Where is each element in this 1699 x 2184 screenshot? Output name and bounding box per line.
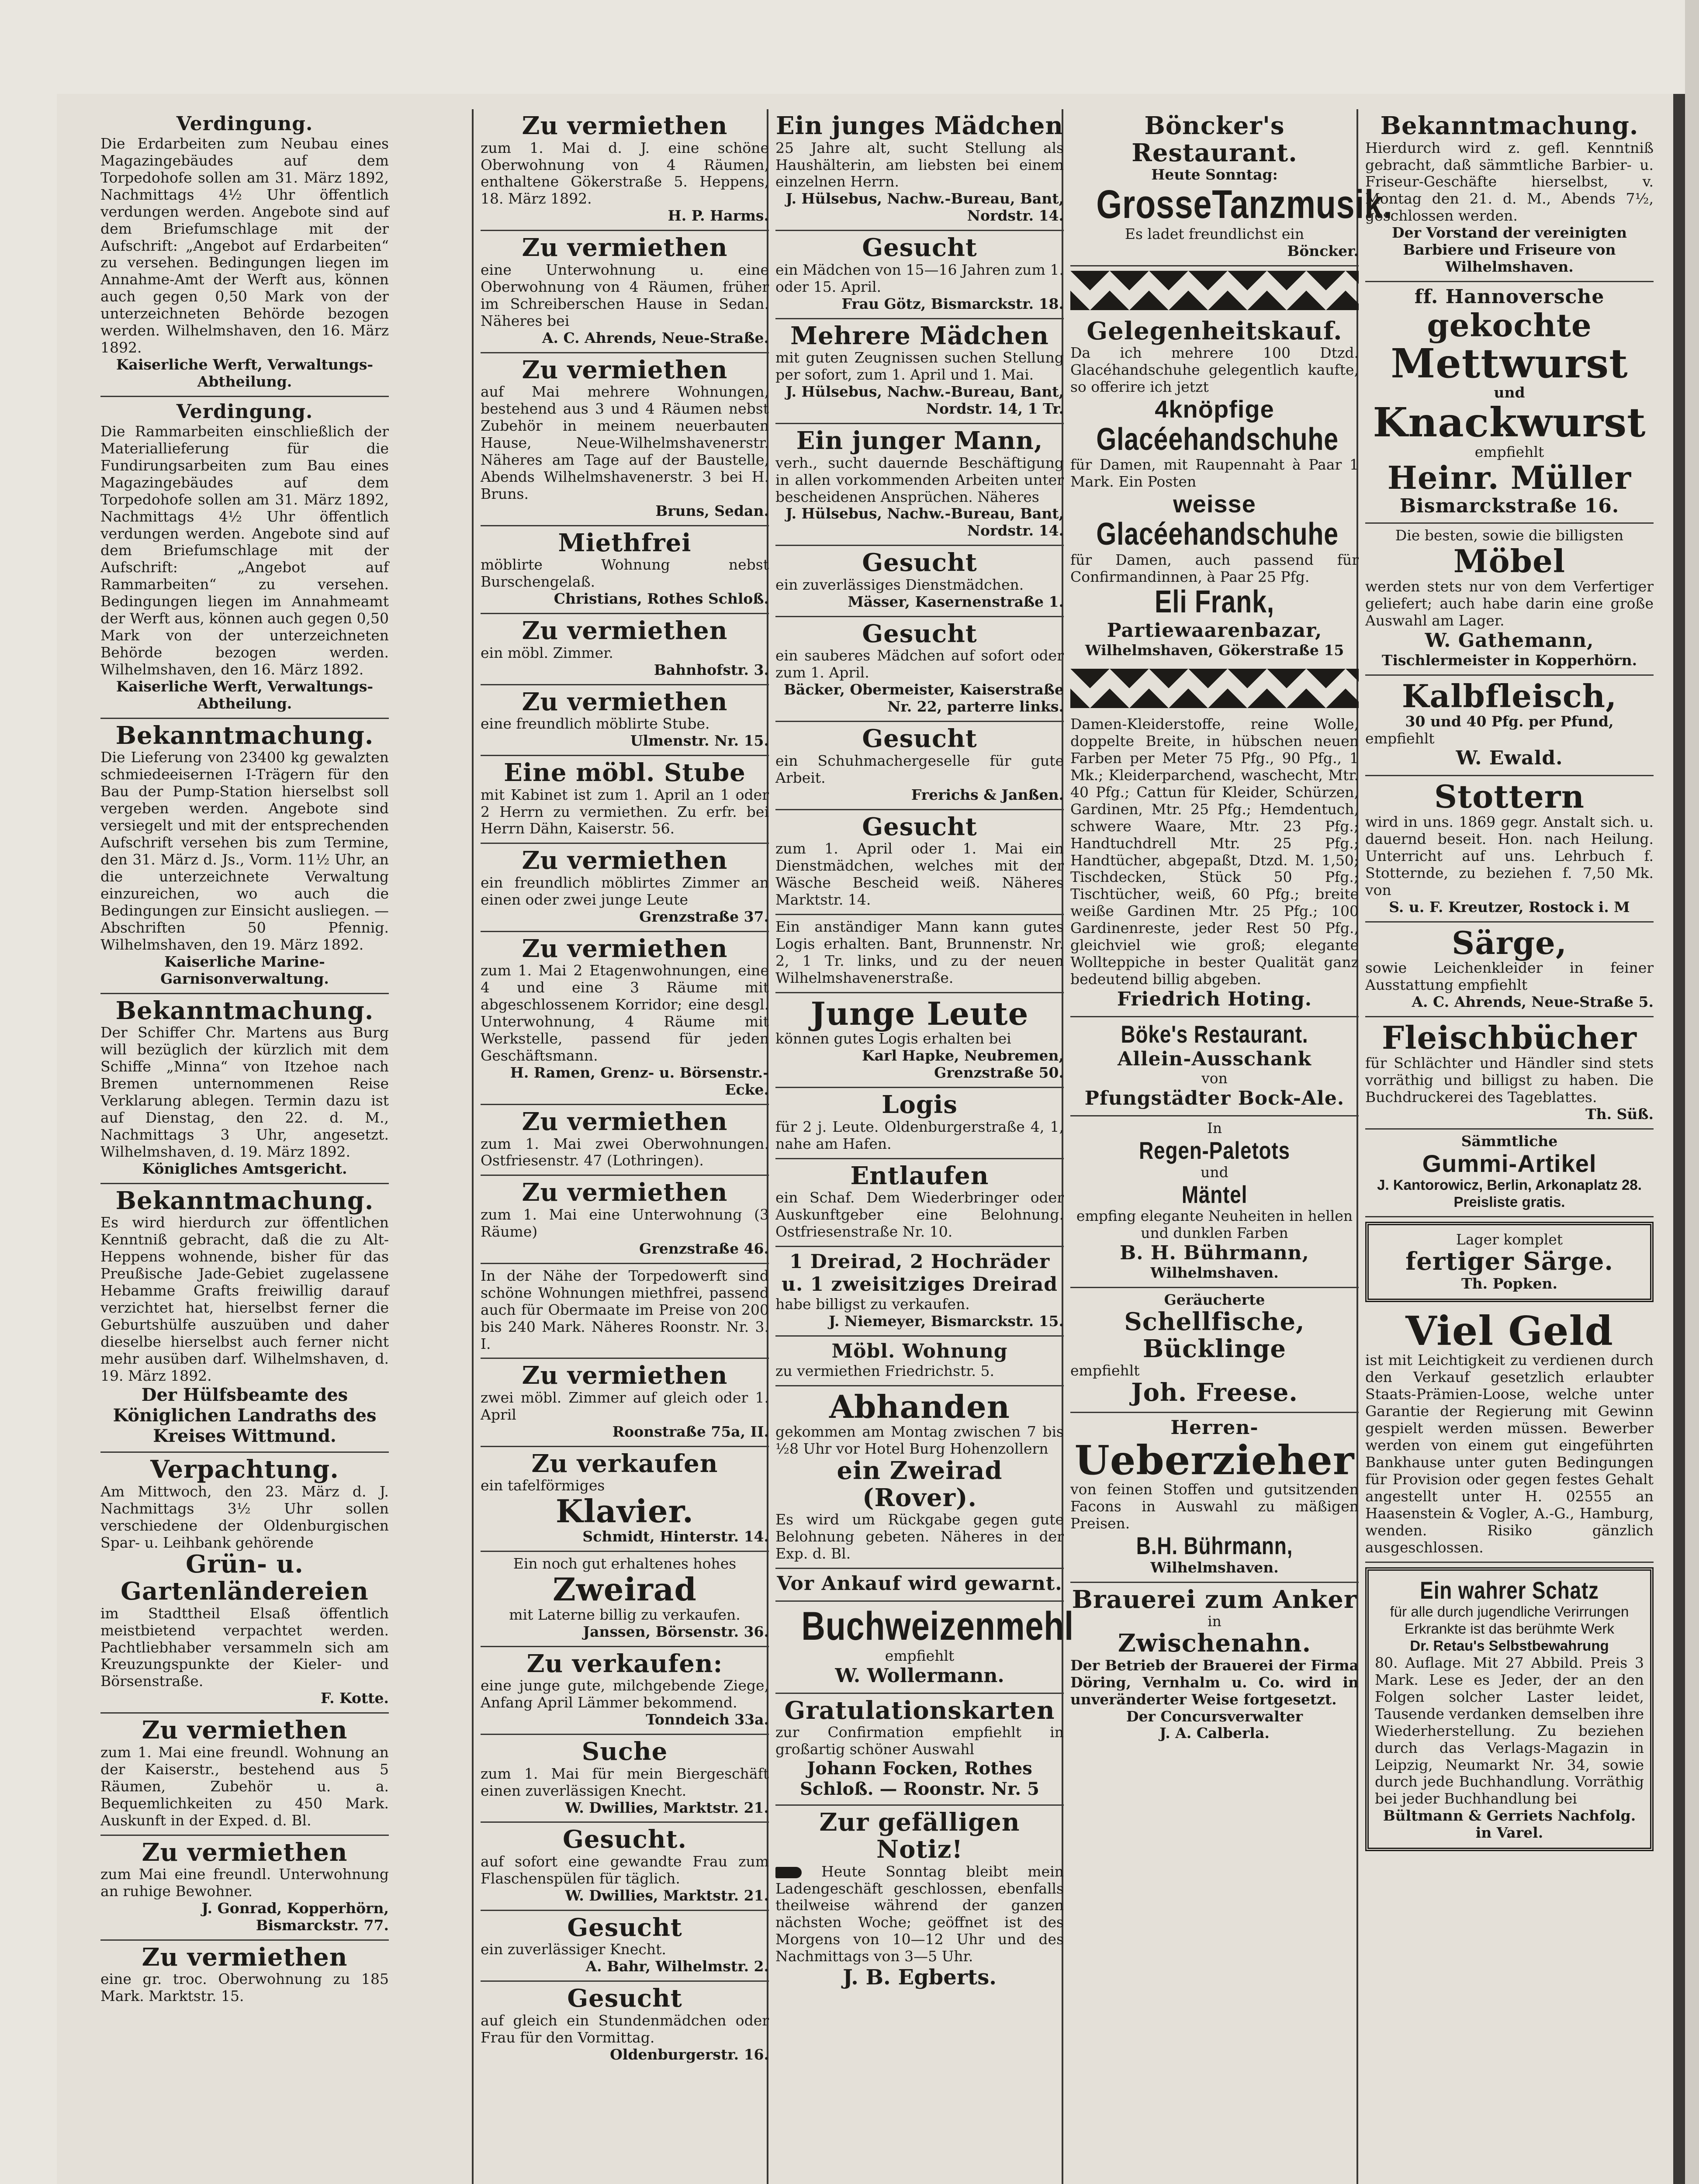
ad-heading: Eine möbl. Stube (504, 758, 746, 787)
ad-heading: Vor Ankauf wird gewarnt. (777, 1572, 1062, 1595)
ad-text: Die Lieferung von 23400 kg gewalzten schmiedeeisernen I-Trägern für den Bau der Pump-Station hierselbst soll vergeben werden. Angebote sind versiegelt und mit der entsprechenden Aufschrift versehen bis zum Termine, den 31. März d. Js., Vorm. 11½ Uhr, an die unterzeichnete Verwaltung einzureichen, wo auch die Bedingungen zur Einsicht ausliegen. — Abschriften 50 Pfennig. Wilhelmshaven, den 19. März 1892. (100, 749, 389, 953)
ad-signature: J. Hülsebus, Nachw.-Bureau, Bant, Nordstr. 14. (785, 505, 1064, 539)
ad-heading: Gratulationskarten (784, 1696, 1055, 1725)
ad-display-text: Mäntel (1181, 1180, 1248, 1208)
ad-signature: J. Hülsebus, Nachw.-Bureau, Bant, Nordstr. 14, 1 Tr. (785, 383, 1064, 418)
ad-signature: W. Gathemann, (1425, 629, 1594, 652)
ad-text: empfiehlt (885, 1647, 955, 1664)
ad-heading: Gesucht (862, 233, 977, 263)
ad-zu-vermiethen (100, 1714, 389, 1835)
zigzag-border (1070, 271, 1359, 310)
ad-text: für Schlächter und Händler sind stets vorräthig und billigst zu haben. Die Buchdruckerei des Tageblattes. (1365, 1054, 1654, 1106)
column-1 (100, 109, 389, 2010)
ad-heading: Gesucht (567, 1913, 682, 1942)
ad-display-text: gekochte (1427, 307, 1592, 344)
ad-heading: Ein junges Mädchen (775, 111, 1064, 140)
ad-text: Hierdurch wird z. gefl. Kenntniß gebracht, daß sämmtliche Barbier- u. Friseur-Geschäfte hierselbst, v. Montag den 21. d. M., Abends 7½, geschlossen werden. (1365, 139, 1654, 225)
ad-text: Es ladet freundlichst ein (1125, 225, 1305, 242)
ad-signature: Joh. Freese. (1131, 1378, 1298, 1407)
ad-text: empfing elegante Neuheiten in hellen und dunklen Farben (1076, 1207, 1353, 1242)
ad-heading: Entlaufen (850, 1161, 989, 1190)
ad-text: 25 Jahre alt, sucht Stellung als Haushälterin, am liebsten bei einem einzelnen Herrn. (775, 139, 1064, 190)
ad-signature: H. Ramen, Grenz- u. Börsenstr.-Ecke. (510, 1064, 769, 1098)
ad-text: ein Schuhmachergeselle für gute Arbeit. (775, 752, 1064, 786)
ad-display-text: weisse (1173, 490, 1256, 518)
ad-signature: Bäcker, Obermeister, Kaiserstraße Nr. 22, parterre links. (784, 681, 1064, 715)
ad-text: gekommen am Montag zwischen 7 bis ½8 Uhr vor Hotel Burg Hohenzollern (775, 1423, 1064, 1458)
ad-heading: Suche (581, 1737, 668, 1766)
ad-text: Der Schiffer Chr. Martens aus Burg will bezüglich der kürzlich mit dem Schiffe „Minna“ von Itzehoe nach Bremen unternommenen Reise Verklarung ablegen. Termin dazu ist auf Dienstag, den 22. d. M., Nachmittags 3 Uhr, angesetzt. Wilhelmshaven, d. 19. März 1892. (100, 1024, 389, 1160)
ad-text: für Damen, mit Raupennaht à Paar 1 Mark. Ein Posten (1070, 456, 1359, 491)
ad-text: 30 und 40 Pfg. per Pfund, (1405, 712, 1614, 730)
ad-text: Der Betrieb der Brauerei der Firma Döring, Vernhalm u. Co. wird in unveränderter Weise fortgesetzt. (1070, 1656, 1359, 1708)
ad-heading: Miethfrei (558, 528, 692, 557)
ad-bekanntmachung-martens (100, 994, 389, 1184)
ad-suche (481, 1735, 769, 1823)
ad-signature: Christians, Rothes Schloß. (554, 590, 769, 608)
ad-text: wird in uns. 1869 gegr. Anstalt sich. u. dauernd beseit. Hon. nach Heilung. Unterricht auf uns. Lehrbuch f. Stotternde, zu beziehen f. 7,50 Mk. von (1365, 813, 1654, 898)
ad-signature: Grenzstraße 46. (639, 1240, 769, 1257)
ad-text: ein freundlich möblirtes Zimmer an einen oder zwei junge Leute (481, 874, 769, 908)
ad-text: Ein noch gut erhaltenes hohes (513, 1555, 737, 1572)
ad-text: zum 1. Mai für mein Biergeschäft einen zuverlässigen Knecht. (481, 1765, 769, 1799)
ad-signature: Th. Popken. (1461, 1275, 1557, 1292)
ad-signature: Kaiserliche Marine-Garnisonverwaltung. (160, 953, 329, 987)
ad-signature: Oldenburgerstr. 16. (610, 2046, 769, 2063)
ad-text: eine gr. troc. Oberwohnung zu 185 Mark. Marktstr. 15. (100, 1970, 389, 2005)
column-4 (1070, 109, 1393, 1747)
ad-heading: Gesucht (862, 812, 977, 841)
ad-display-text: Knackwurst (1373, 399, 1646, 446)
ad-text: ein Mädchen von 15—16 Jahren zum 1. oder 15. April. (775, 261, 1064, 295)
ad-text: Damen-Kleiderstoffe, reine Wolle, doppelte Breite, in hübschen neuen Farben per Meter 75 Pfg., 90 Pfg., 1 Mk.; Kleiderparchend, waschecht, Mtr. 40 Pfg.; Cattun für Kleider, Schürzen, Gardinen, Mtr. 25 Pfg.; Hemdentuch, schwere Waare, Mtr. 23 Pfg.; Handtuchdrell Mtr. 25 Pfg.; Handtücher, abgepaßt, Dtzd. M. 1,50; Tischdecken, Stück 50 Pfg.; Tischtücher, weiß, 60 Pfg.; breite weiße Gardinen Mtr. 25 Pfg.; 100 Gardinenreste, jeder Rest 50 Pfg., gleichviel wie groß; elegante Wollteppiche in bester Qualität ganz bedeutend billig abgeben. (1070, 715, 1359, 988)
ad-gesucht (775, 231, 1064, 319)
ad-signature: H. P. Harms. (668, 207, 769, 225)
ad-signature: W. Wollermann. (835, 1664, 1004, 1687)
ad-signature: Mässer, Kasernenstraße 1. (848, 593, 1064, 610)
ad-signature: Tonndeich 33a. (646, 1711, 769, 1728)
ad-text: können gutes Logis erhalten bei (775, 1030, 1011, 1047)
ad-text: empfiehlt (1070, 1362, 1140, 1379)
ad-text: Die Erdarbeiten zum Neubau eines Magazingebäudes auf dem Torpedohofe sollen am 31. März 1892, Nachmittags 4½ Uhr öffentlich verdungen werden. Angebote sind auf dem Briefumschlage mit der Aufschrift: „Angebot auf Erdarbeiten“ zu versehen. Bedingungen liegen im Annahme-Amt der Werft aus, können auch gegen 0,50 Mark von der unterzeichneten Behörde bezogen werden. Wilhelmshaven, den 16. März 1892. (100, 135, 389, 356)
ad-address: Bismarckstraße 16. (1399, 494, 1619, 517)
ad-signature: Königliches Amtsgericht. (142, 1160, 347, 1177)
ad-text: und (1201, 1163, 1228, 1181)
ad-city: Wilhelmshaven. (1150, 1559, 1279, 1576)
ad-text: möblirte Wohnung nebst Burschengelaß. (481, 556, 769, 591)
ad-text: ein möbl. Zimmer. (481, 644, 613, 661)
ad-signature: A. C. Ahrends, Neue-Straße 5. (1412, 993, 1654, 1011)
ad-heading: Zu vermiethen (142, 1838, 348, 1867)
ad-heading: Böncker's Restaurant. (1132, 111, 1298, 167)
ad-junger-mann (775, 424, 1064, 546)
eli-frank-name: Eli Frank, (1155, 584, 1274, 620)
ad-bekanntmachung-hebamme (100, 1184, 389, 1453)
ad-buchweizenmehl (775, 1602, 1074, 1693)
ad-signature: Johann Focken, Rothes Schloß. — Roonstr. Nr. 5 (800, 1758, 1039, 1800)
ad-heading: Bekanntmachung. (115, 1186, 374, 1215)
ad-heading: Zu vermiethen (522, 1361, 728, 1390)
ad-signature: A. C. Ahrends, Neue-Straße. (542, 329, 769, 346)
zigzag-border (1070, 669, 1359, 708)
ad-display-text: Möbel (1453, 543, 1566, 580)
ad-heading: Zu vermiethen (522, 846, 728, 875)
ad-city: Wilhelmshaven. (1150, 1264, 1279, 1282)
ad-text: Sämmtliche (1461, 1132, 1558, 1150)
ad-text: mit guten Zeugnissen suchen Stellung per sofort, zum 1. April und 1. Mai. (775, 349, 1064, 384)
ad-display-text: Stottern (1434, 778, 1585, 816)
ad-display-text: ein Zweirad (Rover). (837, 1456, 1003, 1512)
column-rule (472, 109, 474, 2184)
ad-signature: J. Kantorowicz, Berlin, Arkonaplatz 28. Preisliste gratis. (1377, 1177, 1642, 1210)
ad-heading: Gesucht (862, 724, 977, 753)
ad-text: ist mit Leichtigkeit zu verdienen durch den Verkauf gesetzlich erlaubter Staats-Prämien-Loose, welche unter Garantie der Regierung mit Gewinn gespielt werden müssen. Bewerber werden von einem gut eingeführten Bankhause unter guten Bedingungen für Provision oder gegen festes Gehalt angestellt unter H. 02555 an Haasenstein & Vogler, A.-G., Hamburg, wenden. Risiko gänzlich ausgeschlossen. (1365, 1351, 1654, 1556)
ad-text: Am Mittwoch, den 23. März d. J. Nachmittags 3½ Uhr sollen verschiedene der Oldenburgischen Spar- u. Leihbank gehörende (100, 1482, 389, 1551)
ad-text: ein Schaf. Dem Wiederbringer oder Auskunftgeber eine Belohnung. Ostfriesenstraße Nr. 10. (775, 1189, 1064, 1241)
ad-display-text: Särge, (1452, 924, 1567, 961)
ad-text: und (1494, 384, 1525, 401)
ad-text: Geräucherte (1164, 1291, 1265, 1309)
ad-heading: Verdingung. (176, 400, 313, 423)
ad-text: zum 1. Mai zwei Oberwohnungen. Ostfriesenstr. 47 (Lothringen). (481, 1135, 769, 1169)
ad-verpachtung (100, 1453, 389, 1714)
ad-gratulationskarten (775, 1694, 1064, 1806)
ad-heading: Zu vermiethen (142, 1716, 348, 1745)
ad-display-text: Mettwurst (1391, 339, 1628, 387)
ad-signature: Böncker. (1287, 242, 1359, 259)
ad-text: mit Kabinet ist zum 1. April an 1 oder 2 Herrn zu vermiethen. Zu erfr. bei Herrn Dähn, Kaiserstr. 56. (481, 786, 769, 837)
ad-heading: Gesucht (862, 619, 977, 648)
ad-text: werden stets nur von dem Verfertiger geliefert; auch habe darin eine große Auswahl am Lager. (1365, 578, 1654, 629)
ad-heading: Gesucht (862, 548, 977, 577)
ad-signature: Ulmenstr. Nr. 15. (630, 732, 769, 750)
ad-heading: Mehrere Mädchen (790, 321, 1049, 350)
ad-bekanntmachung-barbiere (1365, 109, 1654, 282)
ad-gesucht (481, 1982, 769, 2068)
ad-fahrraeder (775, 1247, 1064, 1337)
ad-display-text: Dr. Retau's Selbstbewahrung (1410, 1637, 1609, 1654)
ad-signature: W. Dwillies, Marktstr. 21. (565, 1799, 769, 1816)
ad-subheading: Heute Sonntag: (1151, 166, 1278, 183)
ad-signature: Th. Süß. (1585, 1105, 1654, 1123)
ad-heading: Zur gefälligen Notiz! (819, 1808, 1020, 1864)
ad-display-text: Kalbfleisch, (1401, 677, 1617, 715)
ad-display-text: Glacéehandschuhe (1096, 516, 1339, 552)
ad-heading: Bekanntmachung. (1380, 111, 1639, 140)
ad-text: ein zuverlässiges Dienstmädchen. (775, 576, 1024, 593)
ad-text (775, 1863, 1064, 1966)
ad-signature: Grenzstraße 37. (639, 908, 769, 925)
ad-wohnungen-torpedowerft (481, 1264, 769, 1359)
ad-signature: Kaiserliche Werft, Verwaltungs-Abtheilung. (116, 677, 374, 712)
ad-heading: Möbl. Wohnung (831, 1340, 1008, 1362)
ad-text: Die besten, sowie die billigsten (1395, 527, 1624, 544)
ad-heading: Zu vermiethen (522, 233, 728, 263)
ad-zu-vermiethen (481, 844, 769, 932)
ad-text: zum Mai eine freundl. Unterwohnung an ruhige Bewohner. (100, 1866, 389, 1900)
ad-viel-geld (1365, 1306, 1654, 1563)
ad-text-2: im Stadttheil Elsaß öffentlich meistbietend verpachtet werden. Pachtliebhaber versammeln sich am Kreuzungspunkte der Kieler- und Börsenstraße. (100, 1604, 389, 1690)
ad-text: für 2 j. Leute. Oldenburgerstraße 4, 1, nahe am Hafen. (775, 1118, 1064, 1152)
ad-signature: Heinr. Müller (1387, 459, 1632, 496)
column-2 (481, 109, 769, 2069)
ad-display-text: 4knöpfige (1155, 395, 1274, 423)
ad-signature: Der Concursverwalter (1126, 1707, 1303, 1725)
ad-signature: Frerichs & Janßen. (911, 786, 1064, 803)
ad-text: von feinen Stoffen und gutsitzenden Facons in Auswahl zu mäßigen Preisen. (1070, 1481, 1359, 1532)
ad-signature: F. Kotte. (320, 1690, 389, 1707)
ad-warnung (775, 1569, 1064, 1602)
ad-fleischbuecher (1365, 1017, 1654, 1130)
ad-text: Ein anständiger Mann kann gutes Logis erhalten. Bant, Brunnenstr. Nr. 2, 1 Tr. links, und zu der neuen Wilhelmshavenerstraße. (775, 918, 1064, 986)
ad-text: zwei möbl. Zimmer auf gleich oder 1. April (481, 1389, 769, 1423)
ad-text: In der Nähe der Torpedowerft sind schöne Wohnungen miethfrei, passend auch für Obermaate im Preise von 200 bis 240 Mark. Näheres Roonstr. Nr. 3. I. (481, 1267, 769, 1352)
ad-zu-vermiethen (481, 353, 769, 526)
ad-moebl-stube (481, 756, 769, 844)
ad-signature: J. B. Egberts. (843, 1965, 997, 1990)
ad-heading: Gelegenheitskauf. (1087, 316, 1343, 346)
page-edge (1685, 0, 1699, 2184)
ad-text: ein tafelförmiges (481, 1477, 605, 1494)
ad-notiz (775, 1806, 1064, 1995)
ad-wahrer-schatz (1365, 1567, 1654, 1852)
ad-signature: Friedrich Hoting. (1117, 988, 1312, 1011)
ad-gelegenheitskauf (1070, 314, 1359, 664)
ad-gesucht (775, 810, 1064, 915)
ad-display-text: Regen-Paletots (1139, 1137, 1290, 1165)
ad-signature: Der Vorstand der vereinigten Barbiere und Friseure von Wilhelmshaven. (1391, 224, 1627, 276)
ad-moebl-wohnung (775, 1337, 1064, 1386)
ad-kalbfleisch (1365, 676, 1654, 777)
ad-text: empfiehlt (1474, 443, 1544, 460)
ad-heading: Bekanntmachung. (115, 996, 374, 1025)
ad-verdingung-erdarbeiten (100, 109, 389, 397)
ad-text: Es wird hierdurch zur öffentlichen Kenntniß gebracht, daß die zu Alt-Heppens wohnende, bisher für das Preußische Jade-Gebiet zugelassene Hebamme Grafts freiwillig darauf verzichtet hat, hierselbst ferner die Geburtshülfe auszuüben und daher dieselbe hierselbst auch ferner nicht mehr ausüben darf. Wilhelmshaven, d. 19. März 1892. (100, 1214, 389, 1384)
ad-text: ein zuverlässiger Knecht. (481, 1941, 666, 1958)
ad-signature: J. Hülsebus, Nachw.-Bureau, Bant, Nordstr. 14. (785, 190, 1064, 225)
ad-signature: Bültmann & Gerriets Nachfolg. in Varel. (1383, 1807, 1636, 1842)
ad-text: zum 1. Mai eine Unterwohnung (3 Räume) (481, 1206, 769, 1240)
ad-signature: J. A. Calberla. (1159, 1724, 1270, 1742)
ad-heading: Zu vermiethen (522, 616, 728, 646)
ad-text: verh., sucht dauernde Beschäftigung in allen vorkommenden Arbeiten unter bescheidenen Ansprüchen. Näheres (775, 454, 1064, 505)
ad-ziege (481, 1647, 769, 1735)
ad-signature: A. Bahr, Wilhelmstr. 2. (585, 1958, 769, 1975)
ad-logis (775, 1088, 1064, 1159)
ad-display-text: Buchweizenmehl (801, 1604, 1074, 1649)
ad-signature: Janssen, Börsenstr. 36. (583, 1623, 769, 1640)
ad-gesucht (481, 1823, 769, 1911)
ad-text-2: Es wird um Rückgabe gegen gute Belohnung gebeten. Näheres in der Exp. d. Bl. (775, 1511, 1064, 1562)
ad-display-text: Ein wahrer Schatz (1420, 1576, 1599, 1604)
ad-text: Herren- (1170, 1416, 1259, 1439)
ad-text: zu vermiethen Friedrichstr. 5. (775, 1362, 994, 1379)
ad-text: ein sauberes Mädchen auf sofort oder zum 1. April. (775, 647, 1064, 681)
ad-saerge-lager (1365, 1222, 1654, 1302)
ad-signature: Bruns, Sedan. (655, 502, 769, 519)
ad-signature: S. u. F. Kreutzer, Rostock i. M (1389, 898, 1630, 916)
ad-display-text: Viel Geld (1405, 1307, 1613, 1355)
ad-heading: Zu vermiethen (522, 1107, 728, 1136)
ad-text: zum 1. April oder 1. Mai ein Dienstmädchen, welches mit der Wäsche Bescheid weiß. Näheres Marktstr. 14. (775, 840, 1064, 908)
ad-mehrere-maedchen (775, 319, 1064, 424)
ad-text: ff. Hannoversche (1414, 286, 1605, 308)
ad-text-body: Heute Sonntag bleibt mein Ladengeschäft geschlossen, ebenfalls theilweise während der ganzen nächsten Woche; geöffnet ist des Morgens von 10—12 Uhr und des Nachmittags von 3—5 Uhr. (775, 1863, 1064, 1965)
ad-zu-vermiethen (481, 231, 769, 353)
ad-heading: Abhanden (829, 1388, 1010, 1425)
ad-ueberzieher (1070, 1413, 1359, 1583)
ad-regen-paletots (1070, 1116, 1359, 1288)
ad-text: Da ich mehrere 100 Dtzd. Glacéhandschuhe gelegentlich kaufte, so offerire ich jetzt (1070, 344, 1359, 396)
ad-text: auf Mai mehrere Wohnungen, bestehend aus 3 und 4 Räumen nebst Zubehör in meinem neuerbauten Hause, Neue-Wilhelmshavenerstr. Näheres am Tage auf der Baustelle, Abends Wilhelmshavenerstr. 3 bei H. Bruns. (481, 383, 769, 502)
ad-brauerei-anker (1070, 1583, 1359, 1748)
ad-text: Lager komplet (1456, 1231, 1563, 1248)
ad-text: empfiehlt (1365, 729, 1435, 747)
ad-zu-vermiethen (481, 685, 769, 756)
ad-heading: 1 Dreirad, 2 Hochräder u. 1 zweisitziges Dreirad (782, 1251, 1058, 1296)
ad-zu-vermiethen (481, 1359, 769, 1447)
ad-text: für alle durch jugendliche Verirrungen Erkrankte ist das berühmte Werk (1390, 1603, 1629, 1637)
ad-display-text: Pfungstädter Bock-Ale. (1084, 1087, 1345, 1110)
ad-heading: Bekanntmachung. (115, 721, 374, 750)
ad-hoting-stoffe (1070, 712, 1359, 1017)
ad-display-text: Fleischbücher (1382, 1019, 1637, 1057)
ad-display-text: Grün- u. Gartenländereien (121, 1550, 369, 1606)
ad-text-2: mit Laterne billig zu verkaufen. (509, 1606, 741, 1623)
ad-heading: Zu verkaufen: (526, 1649, 723, 1678)
ad-subheading: Allein-Ausschank (1118, 1047, 1311, 1070)
ad-gesucht (481, 1911, 769, 1982)
ad-text: 80. Auflage. Mit 27 Abbild. Preis 3 Mark. Lese es Jeder, der an den Folgen solcher Laster leidet, Tausende verdanken demselben ihre Wiederherstellung. Zu beziehen durch das Verlags-Magazin in Leipzig, Neumarkt Nr. 34, sowie durch jede Buchhandlung. Vorräthig bei jeder Buchhandlung bei (1375, 1654, 1644, 1807)
ad-display-text: Schellfische, Bücklinge (1124, 1307, 1305, 1363)
ad-signature: B.H. Bührmann, (1136, 1532, 1293, 1560)
ad-junge-leute (775, 993, 1064, 1089)
ad-signature: W. Ewald. (1456, 747, 1563, 770)
ad-text: von (1201, 1070, 1228, 1087)
ad-heading: Zu verkaufen (531, 1449, 718, 1478)
ad-stottern (1365, 776, 1654, 922)
ad-schuhmachergeselle (775, 722, 1064, 810)
ad-boeke-restaurant (1070, 1017, 1359, 1116)
column-5 (1365, 109, 1654, 1856)
ad-heading: Verpachtung. (150, 1455, 339, 1484)
ad-heading: Zu vermiethen (522, 1178, 728, 1207)
ad-schellfische (1070, 1288, 1359, 1413)
ad-signature: Bahnhofstr. 3. (654, 661, 769, 678)
ad-entlaufen (775, 1159, 1064, 1247)
ad-heading: Junge Leute (810, 995, 1029, 1032)
ad-text: eine Unterwohnung u. eine Oberwohnung von 4 Räumen, früher im Schreiberschen Hause in Sedan. Näheres bei (481, 261, 769, 329)
ad-text: sowie Leichenkleider in feiner Ausstattung empfiehlt (1365, 959, 1654, 994)
ad-text: zum 1. Mai d. J. eine schöne Oberwohnung von 4 Räumen, enthaltene Gökerstraße 5. Heppens, 18. März 1892. (481, 139, 769, 207)
ad-logis (775, 915, 1064, 993)
ad-text: Die Rammarbeiten einschließlich der Materiallieferung für die Fundirungsarbeiten zum Bau eines Magazingebäudes auf dem Torpedohofe sollen am 31. März 1892, Nachmittags 4½ Uhr öffentlich verdungen werden. Angebote sind auf dem Briefumschlage mit der Aufschrift: „Angebot auf Rammarbeiten“ zu versehen. Bedingungen liegen im Annahmeamt der Werft aus, können auch gegen 0,50 Mark von der unterzeichneten Behörde bezogen werden. Wilhelmshaven, den 16. März 1892. (100, 422, 389, 678)
ad-miethfrei (481, 526, 769, 614)
ad-heading: Zu vermiethen (522, 111, 728, 140)
ad-zweirad (481, 1552, 769, 1647)
ad-display-text: Zwischenahn. (1118, 1629, 1311, 1658)
ad-zu-vermiethen (100, 1836, 389, 1941)
ad-subheading: Partiewaarenbazar, (1107, 619, 1322, 642)
ad-signature: Karl Hapke, Neubremen, Grenzstraße 50. (862, 1047, 1064, 1082)
ad-display-text: Ueberzieher (1074, 1436, 1355, 1484)
ad-address: Wilhelmshaven, Gökerstraße 15 (1085, 642, 1344, 659)
ad-heading: Zu vermiethen (142, 1942, 348, 1972)
ad-heading: Ein junger Mann, (796, 426, 1043, 456)
ad-moebel (1365, 524, 1654, 675)
ad-signature: Tischlermeister in Kopperhörn. (1381, 651, 1637, 669)
column-3 (775, 109, 1074, 1995)
ad-bekanntmachung-traeger (100, 719, 389, 994)
ad-signature: Roonstraße 75a, II. (612, 1423, 769, 1440)
ad-display-text: GrosseTanzmusik. (1096, 182, 1393, 227)
ad-text: zum 1. Mai eine freundl. Wohnung an der Kaiserstr., bestehend aus 5 Räumen, Zubehör u. a. Bequemlichkeiten zu 450 Mark. Auskunft in der Exped. d. Bl. (100, 1743, 389, 1829)
ad-signature: Kaiserliche Werft, Verwaltungs-Abtheilung. (116, 356, 374, 390)
ad-heading: Verdingung. (176, 113, 313, 135)
ad-heading: Zu vermiethen (522, 687, 728, 716)
ad-zu-vermiethen (481, 614, 769, 685)
ad-text: eine freundlich möblirte Stube. (481, 715, 710, 733)
ad-signature: J. Niemeyer, Bismarckstr. 15. (829, 1312, 1064, 1330)
ad-heading: Logis (882, 1090, 958, 1120)
ad-saerge (1365, 923, 1654, 1018)
ad-signature: Schmidt, Hinterstr. 14. (582, 1528, 769, 1545)
ad-display-text: fertiger Särge. (1405, 1247, 1613, 1276)
ad-boencker-restaurant (1070, 109, 1393, 266)
ad-zu-vermiethen (481, 109, 769, 231)
ad-verdingung-rammarbeiten (100, 397, 389, 719)
ad-zu-vermiethen (481, 1105, 769, 1176)
ad-text: habe billigst zu verkaufen. (775, 1295, 970, 1313)
ad-heading: Böke's Restaurant. (1121, 1020, 1308, 1048)
ad-gesucht (775, 617, 1064, 722)
ad-klavier (481, 1447, 769, 1552)
ad-gummi-artikel (1365, 1130, 1654, 1217)
ad-zu-vermiethen (100, 1941, 389, 2010)
ad-display-text: Gummi-Artikel (1422, 1149, 1597, 1177)
ad-signature: B. H. Bührmann, (1120, 1242, 1309, 1265)
ad-text: auf gleich ein Stundenmädchen oder Frau für den Vormittag. (481, 2011, 769, 2046)
ad-signature: Der Hülfsbeamte des Königlichen Landraths des Kreises Wittmund. (113, 1384, 377, 1446)
ad-signature: W. Dwillies, Marktstr. 21. (565, 1887, 769, 1904)
ad-text: In (1207, 1120, 1222, 1137)
ad-text: in (1208, 1613, 1221, 1630)
ad-text: für Damen, auch passend für Confirmandinnen, à Paar 25 Pfg. (1070, 551, 1359, 585)
ad-mettwurst (1365, 282, 1654, 524)
ad-text: eine junge gute, milchgebende Ziege, Anfang April Lämmer bekommend. (481, 1677, 769, 1711)
ad-display-text: Zweirad (553, 1571, 697, 1608)
ad-zu-vermiethen (481, 1176, 769, 1264)
ad-gesucht (775, 546, 1064, 617)
ad-text: auf sofort eine gewandte Frau zum Flaschenspülen für täglich. (481, 1853, 769, 1887)
ad-text: zum 1. Mai 2 Etagenwohnungen, eine 4 und eine 3 Räume mit abgeschlossenem Korridor; eine desgl. Unterwohnung, 4 Räume mit Werkstelle, passend für jeden Geschäftsmann. (481, 962, 769, 1064)
ad-text: zur Confirmation empfiehlt in großartig schöner Auswahl (775, 1724, 1064, 1758)
ad-abhanden (775, 1386, 1064, 1569)
ad-heading: Gesucht (567, 1984, 682, 2013)
ad-heading: Zu vermiethen (522, 355, 728, 384)
pointing-hand-icon (775, 1867, 802, 1878)
ad-heading: Gesucht. (563, 1825, 687, 1854)
ad-signature: Frau Götz, Bismarckstr. 18. (841, 295, 1064, 312)
ad-display-text: Glacéehandschuhe (1096, 422, 1339, 457)
ad-heading: Zu vermiethen (522, 934, 728, 963)
ad-display-text: Klavier. (556, 1493, 694, 1530)
ad-zu-vermiethen (481, 932, 769, 1105)
ad-signature: J. Gonrad, Kopperhörn, Bismarckstr. 77. (201, 1900, 389, 1934)
ad-heading: Brauerei zum Anker (1072, 1585, 1357, 1614)
ad-junges-maedchen (775, 109, 1064, 231)
